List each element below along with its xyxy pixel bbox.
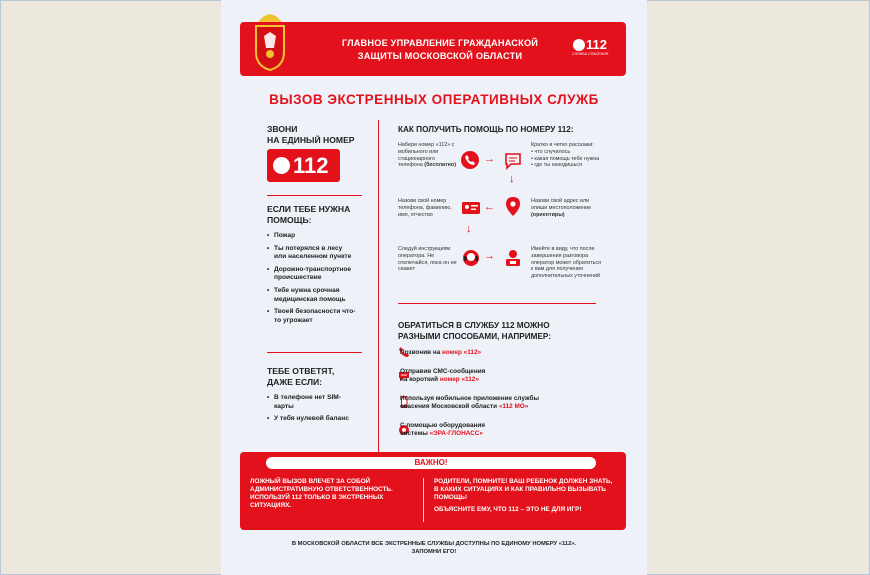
location-pin-icon — [503, 196, 521, 214]
header-title — [310, 37, 570, 63]
how-title: КАК ПОЛУЧИТЬ ПОМОЩЬ ПО НОМЕРУ 112: — [398, 125, 574, 134]
way-call — [400, 349, 481, 357]
important-box — [240, 452, 626, 530]
step2-item: • какая помощь тебе нужна — [531, 155, 600, 162]
important-left-text: ЛОЖНЫЙ ВЫЗОВ ВЛЕЧЕТ ЗА СОБОЙ АДМИНИСТРАТИВНУЮ ОТВЕТСТВЕННОСТЬ. ИСПОЛЬЗУЙ 112 ТОЛЬКО В ЭКСТРЕННЫХ СИТУАЦИЯХ. — [250, 478, 393, 509]
big-112-badge — [267, 149, 340, 182]
step4-text — [531, 198, 601, 218]
operator-icon — [461, 248, 479, 266]
footer-line1: В МОСКОВСКОЙ ОБЛАСТИ ВСЕ ЭКСТРЕННЫЕ СЛУЖБЫ ДОСТУПНЫ ПО ЕДИНОМУ НОМЕРУ «112». — [291, 541, 577, 547]
step2-item: • что случилось — [531, 148, 571, 155]
step4-bold: (ориентиры) — [531, 211, 565, 218]
list-item: • Ты потерялся в лесу или населенном пункте — [267, 245, 352, 262]
way4-line2 — [400, 430, 485, 438]
way2-line2 — [400, 376, 485, 384]
header-title-line2: ЗАЩИТЫ МОСКОВСКОЙ ОБЛАСТИ — [357, 51, 523, 61]
way2-line1: Отправив СМС-сообщения — [400, 368, 486, 375]
way3-line1: Используя мобильное приложение службы — [400, 395, 539, 402]
step2-item-text: что случилось — [534, 148, 571, 155]
way1-text: Позвонив на — [400, 349, 443, 356]
way4-line1: С помощью оборудования — [400, 422, 486, 429]
important-right — [434, 478, 618, 514]
id-card-icon — [461, 199, 479, 217]
way-app — [400, 395, 539, 411]
step3-text: Назови свой номер телефона, фамилию, имя, отчество — [398, 198, 452, 218]
way2-text: на короткий — [400, 376, 440, 383]
phone-icon — [273, 157, 290, 174]
phone-icon — [461, 151, 479, 169]
need-help-heading — [267, 204, 350, 226]
chat-icon — [503, 151, 521, 169]
list-item: • Дорожно-транспортное происшествие — [267, 266, 367, 283]
list-item: • Тебе нужна срочная медицинская помощь — [267, 287, 354, 304]
header-banner — [240, 22, 626, 76]
list-item: • У тебя нулевой баланс — [267, 415, 367, 424]
list-item: • В телефоне нет SIM-карты — [267, 394, 344, 411]
arrow-down-icon: ↓ — [509, 173, 515, 185]
column-divider — [378, 120, 379, 468]
need-help-line1: ЕСЛИ ТЕБЕ НУЖНА — [267, 204, 351, 214]
call-heading — [267, 124, 355, 146]
important-right-text: РОДИТЕЛИ, ПОМНИТЕ! ВАШ РЕБЕНОК ДОЛЖЕН ЗНАТЬ, В КАКИХ СИТУАЦИЯХ И КАК ПРАВИЛЬНО ВЫЗЫВАТЬ ПОМОЩЬ! — [434, 478, 613, 501]
list-item: • Пожар — [267, 232, 367, 241]
way4-text: системы — [400, 430, 430, 437]
poster — [221, 0, 647, 575]
way1-highlight: номер «112» — [442, 349, 482, 356]
important-right-note: ОБЪЯСНИТЕ ЕМУ, ЧТО 112 – ЭТО НЕ ДЛЯ ИГР! — [434, 506, 582, 513]
answer-heading — [267, 366, 334, 388]
step2-item-text: какая помощь тебе нужна — [534, 155, 600, 162]
badge-subtitle: СЛУЖБА СПАСЕНИЯ — [572, 52, 609, 56]
step5-text: Следуй инструкциям оператора. Не отключайся, пока он не скажет — [398, 246, 457, 273]
way2-highlight: номер «112» — [439, 376, 479, 383]
answer-line1: ТЕБЕ ОТВЕТЯТ, — [267, 366, 335, 376]
phone-icon — [573, 39, 585, 51]
step4-body: Назови свой адрес или опиши местоположение — [531, 198, 592, 211]
need-help-line2: ПОМОЩЬ: — [267, 215, 312, 225]
step2-item-text: где ты находишься — [534, 162, 582, 169]
big-112-number: 112 — [293, 153, 329, 178]
step2-text — [531, 142, 603, 169]
dispatcher-icon — [503, 248, 521, 266]
answer-list — [267, 394, 367, 428]
way4-highlight: «ЭРА-ГЛОНАСС» — [429, 430, 483, 437]
list-item: • Твоей безопасности что-то угрожает — [267, 308, 356, 325]
way-glonass — [400, 422, 485, 438]
step6-text: Имейте в виду, что после завершения разговора оператор может обратиться к вам для получения дополнительных уточнений — [531, 246, 602, 280]
step2-intro: Кратко и четко расскажи: — [531, 142, 594, 148]
call-heading-line1: ЗВОНИ — [267, 124, 298, 134]
step1-text — [398, 142, 458, 169]
ways-title-line2: РАЗНЫМИ СПОСОБАМИ, НАПРИМЕР: — [398, 332, 551, 341]
divider — [267, 195, 362, 196]
footer-line2: ЗАПОМНИ ЕГО! — [411, 548, 457, 555]
step2-item: • где ты находишься — [531, 162, 582, 169]
badge-112 — [570, 37, 616, 59]
coat-of-arms-icon — [250, 12, 290, 72]
important-label: ВАЖНО! — [266, 457, 596, 469]
arrow-left-icon: ← — [484, 201, 495, 213]
answer-line2: ДАЖЕ ЕСЛИ: — [267, 377, 323, 387]
footer — [221, 541, 647, 556]
way3-highlight: «112 МО» — [498, 403, 529, 410]
step1-bold: (бесплатно) — [424, 162, 456, 169]
header-title-line1: ГЛАВНОЕ УПРАВЛЕНИЕ ГРАЖДАНАСКОЙ — [341, 38, 539, 48]
way3-line2 — [400, 403, 539, 411]
way-sms — [400, 368, 485, 384]
step1-body: Набери номер «112» с мобильного или стационарного телефона — [398, 142, 455, 169]
arrow-right-icon: → — [484, 250, 495, 262]
ways-heading — [398, 320, 551, 342]
divider — [423, 478, 424, 522]
divider — [267, 352, 362, 353]
page-title: ВЫЗОВ ЭКСТРЕННЫХ ОПЕРАТИВНЫХ СЛУЖБ — [269, 92, 599, 107]
way3-text: спасения Московской области — [400, 403, 499, 410]
help-list — [267, 232, 367, 329]
badge-number: 112 — [586, 37, 607, 52]
ways-title-line1: ОБРАТИТЬСЯ В СЛУЖБУ 112 МОЖНО — [398, 321, 550, 330]
call-heading-line2: НА ЕДИНЫЙ НОМЕР — [267, 135, 355, 145]
arrow-right-icon: → — [484, 153, 495, 165]
arrow-down-icon: ↓ — [466, 223, 472, 235]
divider — [398, 303, 596, 304]
